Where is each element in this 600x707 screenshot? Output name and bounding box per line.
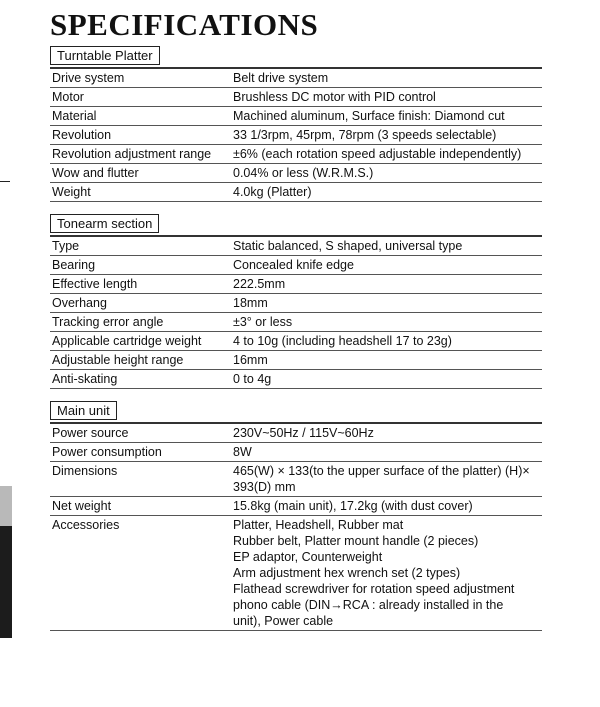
spec-value <box>229 332 542 351</box>
spec-section <box>50 214 542 389</box>
spec-label: Bearing <box>50 256 229 275</box>
spec-value <box>229 68 542 88</box>
spec-value-line: ±3° or less <box>233 315 293 329</box>
table-row <box>50 183 542 202</box>
section-heading: Turntable Platter <box>50 46 160 65</box>
table-row <box>50 107 542 126</box>
spec-label: Motor <box>50 88 229 107</box>
spec-value <box>229 516 542 631</box>
table-row <box>50 294 542 313</box>
spec-value-line: 4 to 10g (including headshell 17 to 23g) <box>233 334 452 348</box>
spec-section <box>50 401 542 631</box>
table-row <box>50 443 542 462</box>
edge-mark <box>0 181 10 182</box>
spec-value <box>229 126 542 145</box>
spec-value <box>229 294 542 313</box>
spec-value-line: ±6% (each rotation speed adjustable independently) <box>233 147 522 161</box>
spec-value <box>229 351 542 370</box>
spec-value-line: Concealed knife edge <box>233 258 354 272</box>
spec-label: Applicable cartridge weight <box>50 332 229 351</box>
spec-table <box>50 235 542 389</box>
table-row <box>50 275 542 294</box>
spec-value-line: 0.04% or less (W.R.M.S.) <box>233 166 374 180</box>
spec-value-line: 15.8kg (main unit), 17.2kg (with dust cover) <box>233 499 473 513</box>
spec-value <box>229 256 542 275</box>
spec-value <box>229 497 542 516</box>
spec-value-line: 393(D) mm <box>233 480 296 494</box>
table-row <box>50 256 542 275</box>
spec-sections <box>50 46 542 631</box>
spec-value-line: Flathead screwdriver for rotation speed adjustment <box>233 582 515 596</box>
spec-label: Dimensions <box>50 462 229 497</box>
table-row <box>50 126 542 145</box>
spec-label: Effective length <box>50 275 229 294</box>
spec-label: Revolution adjustment range <box>50 145 229 164</box>
table-row <box>50 145 542 164</box>
spec-value-line: 222.5mm <box>233 277 286 291</box>
spec-table <box>50 67 542 202</box>
table-row <box>50 313 542 332</box>
page-title: SPECIFICATIONS <box>50 7 319 42</box>
spec-value-line: Rubber belt, Platter mount handle (2 pieces) <box>233 534 479 548</box>
table-row <box>50 332 542 351</box>
spec-label: Power source <box>50 423 229 443</box>
spec-section <box>50 46 542 202</box>
spec-value-line: Platter, Headshell, Rubber mat <box>233 518 404 532</box>
spec-value <box>229 462 542 497</box>
spec-value-line: phono cable (DIN→RCA : already installed in the <box>233 598 504 612</box>
table-row <box>50 516 542 631</box>
spec-label: Overhang <box>50 294 229 313</box>
spec-label: Material <box>50 107 229 126</box>
spec-value-line: 230V~50Hz / 115V~60Hz <box>233 426 374 440</box>
spec-value-line: Arm adjustment hex wrench set (2 types) <box>233 566 461 580</box>
table-row <box>50 370 542 389</box>
spec-label: Tracking error angle <box>50 313 229 332</box>
spec-value-line: unit), Power cable <box>233 614 334 628</box>
spec-value <box>229 275 542 294</box>
spec-value-line: 0 to 4g <box>233 372 272 386</box>
spec-value-line: Brushless DC motor with PID control <box>233 90 436 104</box>
spec-value <box>229 443 542 462</box>
spec-label: Wow and flutter <box>50 164 229 183</box>
spec-label: Accessories <box>50 516 229 631</box>
spec-sheet <box>50 8 542 643</box>
spec-value <box>229 183 542 202</box>
spec-table <box>50 422 542 631</box>
table-row <box>50 351 542 370</box>
table-row <box>50 164 542 183</box>
spec-value <box>229 236 542 256</box>
spec-label: Adjustable height range <box>50 351 229 370</box>
spec-value-line: 18mm <box>233 296 268 310</box>
table-row <box>50 497 542 516</box>
spec-value-line: 465(W) × 133(to the upper surface of the platter) (H)× <box>233 464 530 478</box>
spec-value-line: 8W <box>233 445 252 459</box>
spec-label: Revolution <box>50 126 229 145</box>
spec-value <box>229 145 542 164</box>
spec-value <box>229 88 542 107</box>
table-row <box>50 88 542 107</box>
spec-value-line: 33 1/3rpm, 45rpm, 78rpm (3 speeds selectable) <box>233 128 497 142</box>
spec-value-line: 4.0kg (Platter) <box>233 185 312 199</box>
spec-value <box>229 370 542 389</box>
spec-label: Weight <box>50 183 229 202</box>
spec-label: Power consumption <box>50 443 229 462</box>
section-heading: Tonearm section <box>50 214 159 233</box>
cropped-device-image <box>0 486 12 638</box>
spec-value-line: Static balanced, S shaped, universal type <box>233 239 463 253</box>
table-row <box>50 68 542 88</box>
table-row <box>50 462 542 497</box>
spec-label: Anti-skating <box>50 370 229 389</box>
spec-label: Net weight <box>50 497 229 516</box>
spec-value <box>229 107 542 126</box>
spec-value <box>229 313 542 332</box>
table-row <box>50 236 542 256</box>
spec-value-line: EP adaptor, Counterweight <box>233 550 383 564</box>
spec-value-line: 16mm <box>233 353 268 367</box>
spec-label: Drive system <box>50 68 229 88</box>
spec-value-line: Machined aluminum, Surface finish: Diamond cut <box>233 109 505 123</box>
spec-value <box>229 423 542 443</box>
table-row <box>50 423 542 443</box>
spec-value <box>229 164 542 183</box>
section-heading: Main unit <box>50 401 117 420</box>
spec-label: Type <box>50 236 229 256</box>
spec-value-line: Belt drive system <box>233 71 329 85</box>
